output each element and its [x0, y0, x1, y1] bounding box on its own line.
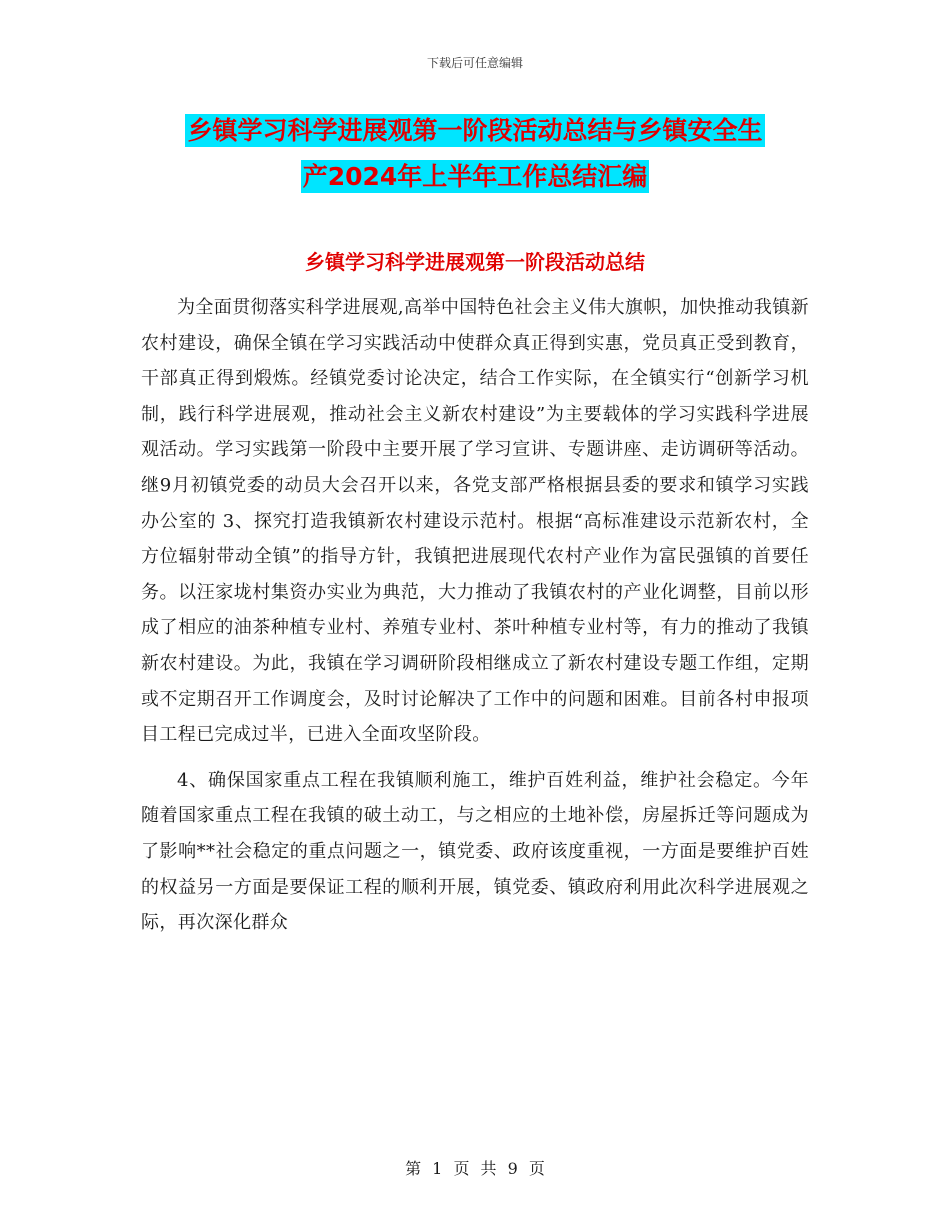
document-title-line2: 产2024年上半年工作总结汇编 [302, 162, 648, 191]
document-title-line1: 乡镇学习科学进展观第一阶段活动总结与乡镇安全生 [187, 116, 763, 145]
page-number: 第 1 页 共 9 页 [405, 1159, 545, 1178]
body-paragraph-2: 4、确保国家重点工程在我镇顺利施工，维护百姓利益，维护社会稳定。今年随着国家重点工程在我镇的破土动工，与之相应的土地补偿，房屋拆迁等问题成为了影响**社会稳定的重点问题之一，镇党委、政府该度重视，一方面是要维护百姓的权益另一方面是要保证工程的顺利开展，镇党委、镇政府利用此次科学进展观之际，再次深化群众 [141, 769, 809, 934]
document-title [140, 108, 810, 200]
document-body [141, 290, 809, 941]
body-paragraph-1: 为全面贯彻落实科学进展观,高举中国特色社会主义伟大旗帜，加快推动我镇新农村建设，确保全镇在学习实践活动中使群众真正得到实惠，党员真正受到教育，干部真正得到煅炼。经镇党委讨论决定，结合工作实际，在全镇实行“创新学习机制，践行科学进展观，推动社会主义新农村建设”为主要载体的学习实践科学进展观活动。学习实践第一阶段中主要开展了学习宣讲、专题讲座、走访调研等活动。继9月初镇党委的动员大会召开以来，各党支部严格根据县委的要求和镇学习实践办公室的 3、探究打造我镇新农村建设示范村。根据“高标准建设示范新农村，全方位辐射带动全镇”的指导方针，我镇把进展现代农村产业作为富民强镇的首要任务。以汪家垅村集资办实业为典范，大力推动了我镇农村的产业化调整，目前以形成了相应的油茶种植专业村、养殖专业村、茶叶种植专业村等，有力的推动了我镇新农村建设。为此，我镇在学习调研阶段相继成立了新农村建设专题工作组，定期或不定期召开工作调度会，及时讨论解决了工作中的问题和困难。目前各村申报项目工程已完成过半，已进入全面攻坚阶段。 [141, 297, 809, 746]
section-title: 乡镇学习科学进展观第一阶段活动总结 [305, 250, 645, 274]
page-header-note: 下载后可任意编辑 [426, 56, 523, 70]
